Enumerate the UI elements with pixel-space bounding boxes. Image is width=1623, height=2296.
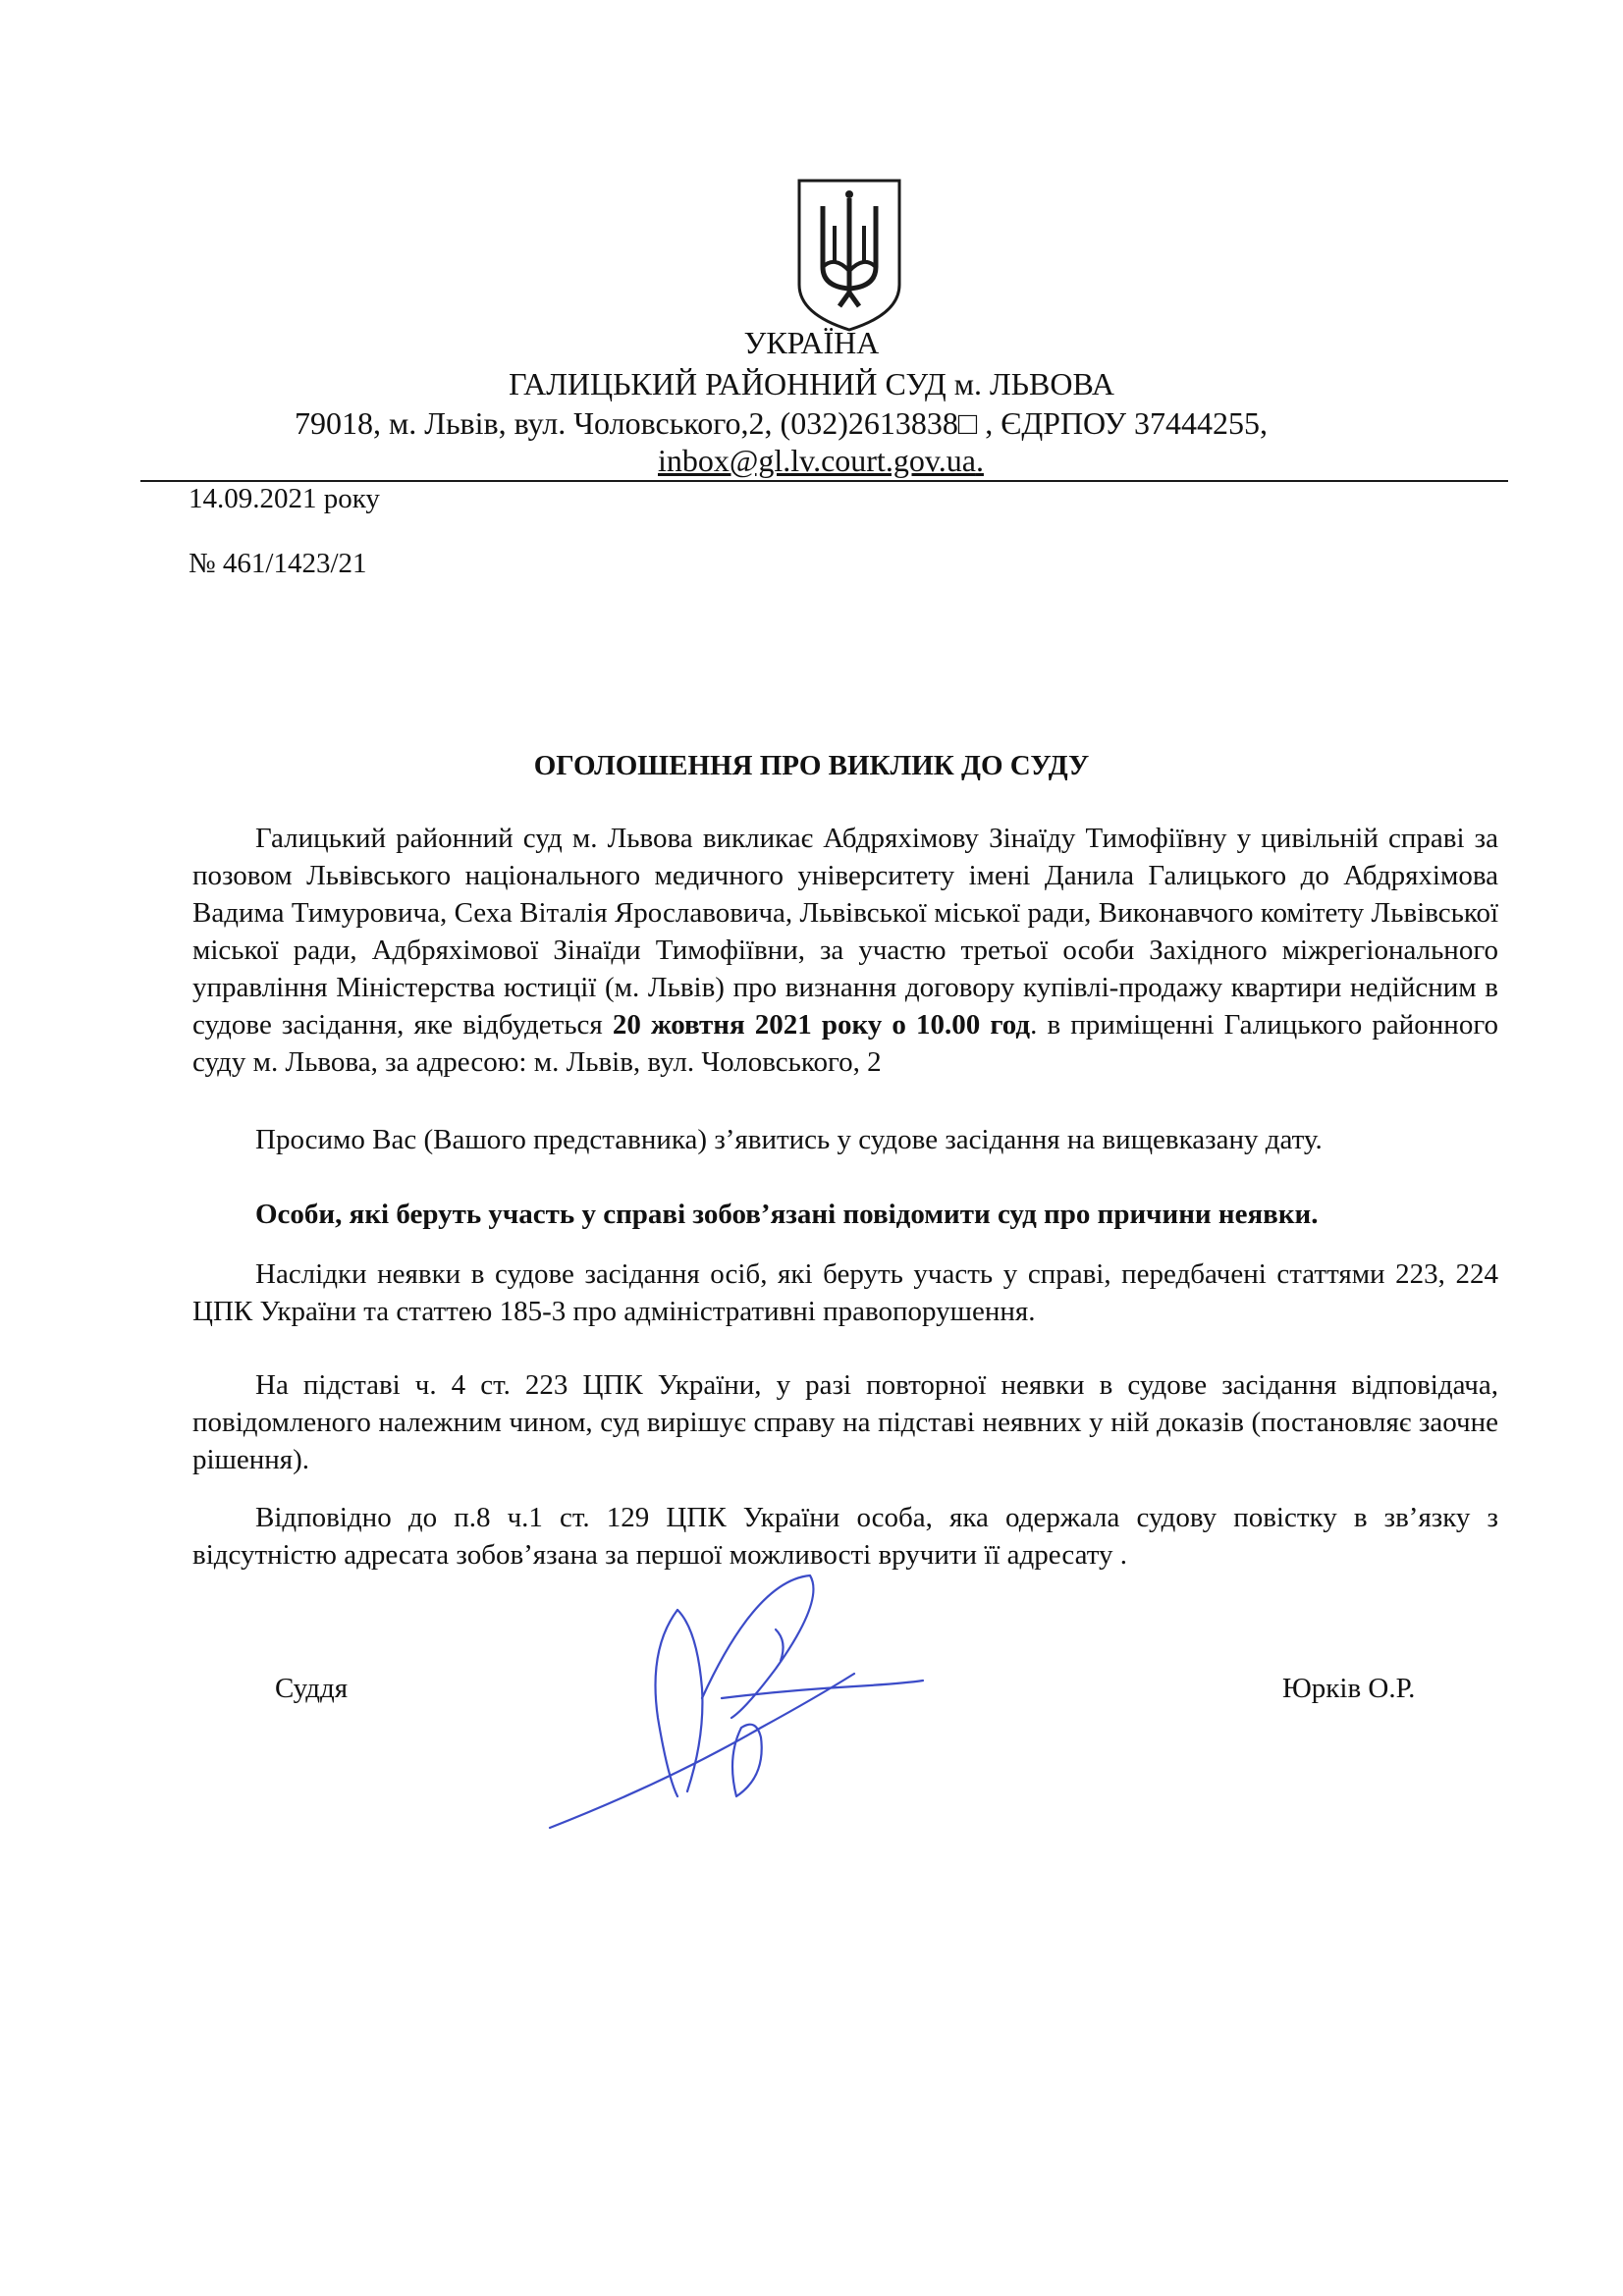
document-date: 14.09.2021 року [189,483,380,514]
judge-label: Суддя [275,1673,349,1704]
paragraph-consequences: Наслідки неявки в судове засідання осіб, які беруть участь у справі, передбачені статтями 223, 224 ЦПК України та статтею 185-3 про адміністративні правопорушення. [192,1258,1498,1327]
paragraph-summons [192,820,1498,1081]
hearing-datetime: 20 жовтня 2021 року о 10.00 год [612,1009,1031,1041]
summons-text-start: Галицький районний суд м. Львова викликає Абдряхімову Зінаїду Тимофіївну у цивільній справі за позовом Львівського національного медичного університету імені Данила Галицького до Абдряхімова Вадима Тимуровича, Сеха Віталія Ярославовича, Львівської міської ради, Виконавчого комітету Львівської міської ради, Адбряхімової Зінаїди Тимофіївни, за участю третьої особи Західного міжрегіонального управління Міністерства юстиції (м. Львів) про визнання договору купівлі-продажу квартири недійсним в судове засідання, яке відбудеться [192,823,1498,1041]
paragraph-request: Просимо Вас (Вашого представника) з’явитись у судове засідання на вищевказану дату. [255,1124,1323,1155]
header-country: УКРАЇНА [743,325,880,360]
paragraph-delivery: Відповідно до п.8 ч.1 ст. 129 ЦПК України особа, яка одержала судову повістку в зв’язку з відсутністю адресата зобов’язана за першої можливості вручити її адресату . [192,1502,1498,1571]
paragraph-notice-duty: Особи, які беруть участь у справі зобов’язані повідомити суд про причини неявки. [255,1199,1319,1230]
coat-of-arms-emblem [793,177,905,334]
header-address: 79018, м. Львів, вул. Чоловського,2, (032)2613838□ , ЄДРПОУ 37444255, [295,405,1269,441]
document-number: № 461/1423/21 [189,548,367,579]
document-title: ОГОЛОШЕННЯ ПРО ВИКЛИК ДО СУДУ [533,750,1090,781]
paragraph-default-judgment: На підставі ч. 4 ст. 223 ЦПК України, у разі повторної неявки в судове засідання відповідача, повідомленого належним чином, суд вирішує справу на підставі неявних у ній доказів (постановляє заочне рішення). [192,1369,1498,1475]
header-email-suffix: . [975,443,984,478]
header-court-name: ГАЛИЦЬКИЙ РАЙОННИЙ СУД м. ЛЬВОВА [509,366,1114,401]
handwritten-signature [530,1571,962,1845]
judge-name: Юрків О.Р. [1282,1673,1416,1704]
header-email-line [658,442,1011,479]
header-email-link[interactable]: inbox@gl.lv.court.gov.ua [658,443,976,478]
summons-text-end: . в приміщенні Галицького районного суду м. Львова, за адресою: м. Львів, вул. Чоловського, 2 [192,1009,1498,1078]
